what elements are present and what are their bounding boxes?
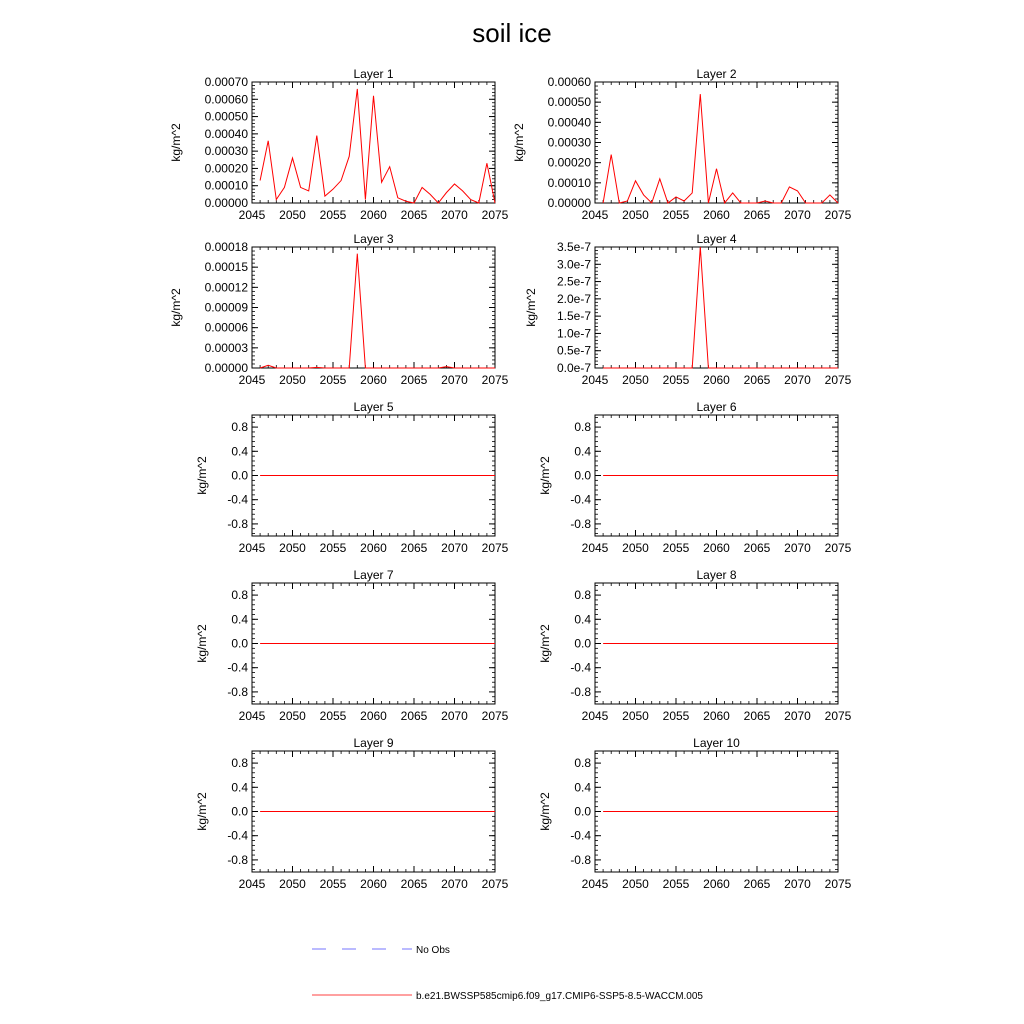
x-tick-label: 2045 [581,877,609,891]
y-axis-label: kg/m^2 [195,624,209,663]
panel-title: Layer 3 [353,232,394,246]
panels-group [169,67,852,891]
x-tick-label: 2075 [824,541,852,555]
y-tick-label: 0.00030 [204,144,248,159]
y-tick-label: 0.00000 [204,361,248,375]
x-tick-label: 2045 [238,877,266,891]
x-tick-label: 2075 [824,208,852,222]
x-tick-label: 2045 [581,373,609,387]
y-tick-label: -0.8 [570,684,591,699]
x-tick-label: 2060 [703,709,730,723]
y-tick-label: 0.00018 [204,240,248,254]
panel-layer-2 [512,67,852,222]
y-axis-label: kg/m^2 [169,123,183,162]
y-tick-label: 3.0e-7 [556,257,591,272]
y-tick-label: 0.4 [574,444,591,459]
y-tick-label: 1.5e-7 [556,309,591,324]
x-tick-label: 2065 [743,709,771,723]
x-tick-label: 2050 [622,373,649,387]
x-tick-label: 2055 [662,709,690,723]
x-tick-label: 2050 [279,208,306,222]
y-tick-label: 0.00006 [204,320,248,335]
x-tick-label: 2070 [441,709,468,723]
y-tick-label: 0.0 [231,636,248,651]
series-line-model [603,94,838,203]
y-tick-label: -0.4 [570,828,591,843]
x-tick-label: 2045 [238,208,266,222]
y-tick-label: 0.00070 [204,75,248,89]
legend-label-no-obs: No Obs [416,945,450,956]
x-tick-label: 2045 [238,709,266,723]
y-tick-label: 0.0 [574,804,591,819]
x-tick-label: 2055 [319,541,347,555]
y-tick-label: -0.8 [227,684,248,699]
y-tick-label: 0.0 [574,468,591,483]
y-tick-label: -0.8 [570,852,591,867]
panel-layer-5 [195,400,509,555]
x-tick-label: 2060 [703,373,730,387]
x-tick-label: 2065 [400,208,428,222]
x-tick-label: 2070 [441,373,468,387]
x-tick-label: 2060 [703,541,730,555]
x-tick-label: 2070 [784,373,811,387]
x-tick-label: 2050 [622,877,649,891]
y-axis-label: kg/m^2 [169,288,183,327]
y-axis-label: kg/m^2 [195,792,209,831]
y-tick-label: 1.0e-7 [556,326,591,341]
x-tick-label: 2065 [400,709,428,723]
panel-title: Layer 6 [696,400,737,414]
x-tick-label: 2055 [319,877,347,891]
x-tick-label: 2070 [784,877,811,891]
y-tick-label: -0.4 [570,492,591,507]
x-tick-label: 2065 [400,541,428,555]
x-tick-label: 2060 [703,877,730,891]
y-axis-label: kg/m^2 [538,792,552,831]
y-tick-label: -0.4 [227,492,248,507]
panel-layer-1 [169,67,509,222]
y-tick-label: 0.0e-7 [556,361,591,375]
y-axis-label: kg/m^2 [524,288,538,327]
panel-title: Layer 8 [696,568,737,582]
y-tick-label: 0.00020 [204,161,248,176]
y-tick-label: 0.00003 [204,340,248,355]
y-tick-label: -0.4 [227,660,248,675]
x-tick-label: 2045 [581,541,609,555]
y-tick-label: 0.00060 [204,92,248,107]
y-tick-label: 0.00060 [547,75,591,89]
x-tick-label: 2070 [441,877,468,891]
x-tick-label: 2050 [279,541,306,555]
y-axis-label: kg/m^2 [512,123,526,162]
y-axis-label: kg/m^2 [538,456,552,495]
y-tick-label: 3.5e-7 [556,240,591,254]
x-tick-label: 2070 [441,208,468,222]
y-tick-label: 0.5e-7 [556,343,591,358]
panel-layer-7 [195,568,509,723]
y-tick-label: -0.8 [227,852,248,867]
x-tick-label: 2045 [238,541,266,555]
x-tick-label: 2045 [238,373,266,387]
panel-layer-8 [538,568,852,723]
panel-title: Layer 5 [353,400,394,414]
y-tick-label: 0.4 [231,612,248,627]
panel-title: Layer 1 [353,67,394,81]
y-tick-label: 0.0 [231,468,248,483]
x-tick-label: 2060 [360,877,387,891]
y-tick-label: 0.4 [574,780,591,795]
y-tick-label: 0.00010 [547,175,591,190]
y-axis-label: kg/m^2 [195,456,209,495]
y-tick-label: 0.00030 [547,135,591,150]
y-tick-label: 0.0 [231,804,248,819]
plot-frame [252,247,495,368]
x-tick-label: 2075 [481,709,509,723]
x-tick-label: 2045 [581,208,609,222]
panel-title: Layer 4 [696,232,737,246]
y-tick-label: 0.4 [231,780,248,795]
x-tick-label: 2060 [360,208,387,222]
x-tick-label: 2075 [481,208,509,222]
x-tick-label: 2065 [743,541,771,555]
x-tick-label: 2055 [319,373,347,387]
y-tick-label: 0.00050 [204,109,248,124]
y-tick-label: -0.4 [227,828,248,843]
x-tick-label: 2075 [824,877,852,891]
x-tick-label: 2075 [481,373,509,387]
y-tick-label: 0.4 [231,444,248,459]
plot-frame [595,247,838,368]
x-tick-label: 2055 [662,373,690,387]
y-tick-label: 0.8 [574,588,591,603]
x-tick-label: 2075 [481,541,509,555]
y-tick-label: 0.00012 [204,280,248,295]
y-tick-label: 0.00000 [547,196,591,210]
x-tick-label: 2050 [279,709,306,723]
y-tick-label: 0.00000 [204,196,248,210]
y-tick-label: -0.8 [227,516,248,531]
x-tick-label: 2055 [319,709,347,723]
x-tick-label: 2070 [784,541,811,555]
series-line-model [603,247,838,368]
y-axis-label: kg/m^2 [538,624,552,663]
x-tick-label: 2065 [743,208,771,222]
y-tick-label: 0.0 [574,636,591,651]
x-tick-label: 2060 [360,541,387,555]
y-tick-label: 0.00050 [547,95,591,110]
panel-layer-4 [524,232,852,387]
plot-frame [595,82,838,203]
y-tick-label: 0.8 [574,756,591,771]
x-tick-label: 2060 [703,208,730,222]
x-tick-label: 2065 [400,373,428,387]
x-tick-label: 2075 [481,877,509,891]
x-tick-label: 2070 [441,541,468,555]
panel-title: Layer 10 [693,736,740,750]
x-tick-label: 2050 [279,373,306,387]
figure-title: soil ice [472,18,552,48]
y-tick-label: 2.5e-7 [556,274,591,289]
x-tick-label: 2060 [360,709,387,723]
panel-title: Layer 9 [353,736,394,750]
series-line-model [260,89,495,203]
x-tick-label: 2070 [784,709,811,723]
x-tick-label: 2050 [622,541,649,555]
y-tick-label: 0.8 [231,420,248,435]
x-tick-label: 2065 [743,877,771,891]
y-tick-label: -0.8 [570,516,591,531]
y-tick-label: 0.8 [231,588,248,603]
panel-layer-10 [538,736,852,891]
x-tick-label: 2050 [622,208,649,222]
y-tick-label: 0.00020 [547,155,591,170]
x-tick-label: 2050 [622,709,649,723]
panel-title: Layer 2 [696,67,737,81]
x-tick-label: 2055 [662,877,690,891]
x-tick-label: 2055 [319,208,347,222]
y-tick-label: 0.00040 [204,126,248,141]
x-tick-label: 2060 [360,373,387,387]
y-tick-label: -0.4 [570,660,591,675]
panel-title: Layer 7 [353,568,394,582]
x-tick-label: 2065 [743,373,771,387]
y-tick-label: 0.8 [231,756,248,771]
legend-label-model: b.e21.BWSSP585cmip6.f09_g17.CMIP6-SSP5-8.5-WACCM.005 [416,991,703,1002]
x-tick-label: 2065 [400,877,428,891]
x-tick-label: 2070 [784,208,811,222]
x-tick-label: 2050 [279,877,306,891]
panel-layer-9 [195,736,509,891]
y-tick-label: 0.00015 [204,260,248,275]
y-tick-label: 0.00009 [204,300,248,315]
y-tick-label: 2.0e-7 [556,291,591,306]
panel-layer-6 [538,400,852,555]
y-tick-label: 0.00040 [547,115,591,130]
x-tick-label: 2075 [824,373,852,387]
legend [312,945,703,1002]
x-tick-label: 2075 [824,709,852,723]
y-tick-label: 0.00010 [204,178,248,193]
x-tick-label: 2055 [662,208,690,222]
y-tick-label: 0.8 [574,420,591,435]
y-tick-label: 0.4 [574,612,591,627]
panel-layer-3 [169,232,509,387]
series-line-model [260,254,495,368]
x-tick-label: 2045 [581,709,609,723]
x-tick-label: 2055 [662,541,690,555]
